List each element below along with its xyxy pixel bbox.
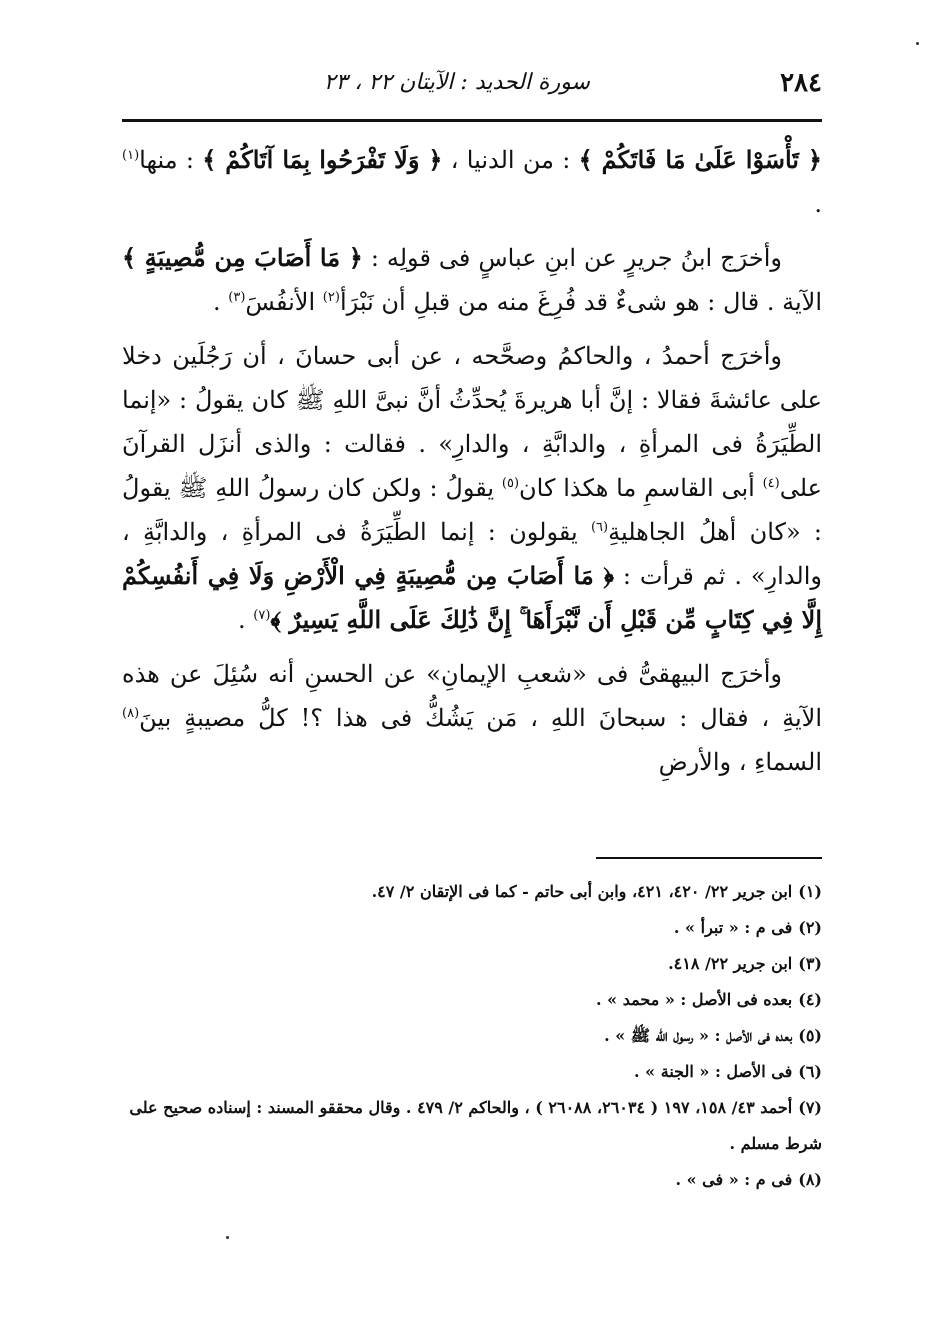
text-run: . [238, 606, 254, 634]
footnote-item [122, 910, 822, 946]
quran-quote: ﴿ مَا أَصَابَ مِن مُّصِيبَةٍ ﴾ [122, 243, 363, 272]
text-run: . [212, 288, 229, 316]
footnote-item [122, 1090, 822, 1162]
running-title: سورة الحديد : الآيتان ٢٢ ، ٢٣ [323, 70, 590, 95]
footnote-number: (١) [798, 882, 822, 901]
footnote-text: بعده فى الأصل : « رسول الله ﷺ » . [604, 1026, 793, 1045]
scan-speck [226, 1236, 229, 1239]
footnote-reference: (٤) [762, 476, 780, 491]
footnote-text: أحمد ٤٣/ ١٥٨، ١٩٧ ( ٢٦٠٣٤، ٢٦٠٨٨ ) ، والحاكم ٢/ ٤٧٩ . وقال محققو المسند : إسناده صحيح على شرط مسلم . [129, 1098, 822, 1153]
paragraph [122, 652, 822, 784]
footnote-item [122, 1054, 822, 1090]
text-run: الأنفُسَ [245, 288, 323, 316]
footnote-number: (٨) [798, 1170, 822, 1189]
text-run: أبى القاسمِ ما هكذا كان [519, 474, 763, 502]
footnote-reference: (٢) [322, 290, 340, 305]
quran-quote: ﴿ مَا أَصَابَ مِن مُّصِيبَةٍ فِي الْأَرْضِ وَلَا فِي أَنفُسِكُمْ إِلَّا فِي كِتَابٍ مِّن قَبْلِ أَن نَّبْرَأَهَا ۚ إِنَّ ذَٰلِكَ عَلَى اللَّهِ يَسِيرٌ ﴾ [122, 561, 822, 634]
footnote-text: فى الأصل : « الجنة » . [634, 1062, 793, 1081]
footnote-item [122, 1018, 822, 1054]
scan-speck [916, 42, 919, 45]
footnote-reference: (٨) [122, 706, 140, 721]
footnote-number: (٧) [798, 1098, 822, 1117]
text-run: وأخرَج أحمدُ ، والحاكمُ وصحَّحه ، عن أبى حسانَ ، أن رَجُلَين دخلا على عائشةَ فقالا : إنَّ أبا هريرةَ يُحدِّثُ أنَّ نبىَّ اللهِ ﷺ كان يقولُ : «إنما الطِّيَرَةُ فى المرأةِ ، والدابَّةِ ، والدارِ» . فقالت : والذى أنزَل القرآنَ على [122, 342, 823, 502]
text-run: : منها [139, 146, 203, 174]
text-run: يقولون : إنما الطِّيَرَةُ فى المرأةِ ، والدابَّةِ ، والدارِ» . ثم قرأت : [122, 518, 822, 590]
main-text [122, 138, 822, 794]
footnote-text: ابن جرير ٢٢/ ٤١٨. [668, 954, 793, 973]
text-run: . [814, 190, 822, 218]
footnote-item [122, 1162, 822, 1198]
footnote-number: (٢) [798, 918, 822, 937]
footnote-text: ابن جرير ٢٢/ ٤٢٠، ٤٢١، وابن أبى حاتم - كما فى الإتقان ٢/ ٤٧. [371, 882, 793, 901]
page-number: ٢٨٤ [780, 68, 822, 98]
footnote-reference: (٣) [228, 290, 246, 305]
text-run: وأخرَج البيهقىُّ فى «شعبِ الإيمانِ» عن الحسنِ أنه سُئِلَ عن هذه الآيةِ ، فقال : سبحانَ اللهِ ، مَن يَشُكُّ فى هذا ؟! كلُّ مصيبةٍ بينَ [122, 660, 822, 732]
footnote-item [122, 946, 822, 982]
quran-quote: ﴿ وَلَا تَفْرَحُوا بِمَا آتَاكُمْ ﴾ [202, 145, 443, 174]
footnote-number: (٦) [798, 1062, 822, 1081]
paragraph [122, 138, 822, 226]
footnote-reference: (٧) [253, 608, 271, 623]
paragraph [122, 334, 822, 642]
footnote-text: فى م : « تبرأ » . [673, 918, 793, 937]
footnote-separator [596, 857, 822, 859]
footnote-text: بعده فى الأصل : « محمد » . [596, 990, 793, 1009]
footnote-number: (٤) [798, 990, 822, 1009]
footnotes [122, 874, 822, 1198]
text-run: وأخرَج ابنُ جريرٍ عن ابنِ عباسٍ فى قولِه : [362, 244, 782, 272]
text-run: الآية . قال : هو شىءٌ قد فُرِغَ منه من قبلِ أن نَبْرَأ [339, 288, 822, 316]
header-rule [122, 119, 822, 122]
text-run: السماءِ ، والأرضِ [658, 748, 822, 776]
footnote-number: (٣) [798, 954, 822, 973]
footnote-reference: (٥) [501, 476, 520, 491]
footnote-reference: (٦) [590, 520, 609, 535]
footnote-reference: (١) [122, 148, 140, 163]
page-header [122, 66, 822, 106]
text-run: : من الدنيا ، [442, 146, 579, 174]
paragraph [122, 236, 822, 324]
text-run: يقولُ : ولكن كان رسولُ اللهِ ﷺ يقولُ : «كان أهلُ الجاهليةِ [122, 474, 823, 546]
footnote-item [122, 874, 822, 910]
footnote-item [122, 982, 822, 1018]
footnote-number: (٥) [798, 1026, 822, 1045]
footnote-text: فى م : « فى » . [675, 1170, 793, 1189]
quran-quote: ﴿ تَأْسَوْا عَلَىٰ مَا فَاتَكُمْ ﴾ [578, 145, 822, 174]
